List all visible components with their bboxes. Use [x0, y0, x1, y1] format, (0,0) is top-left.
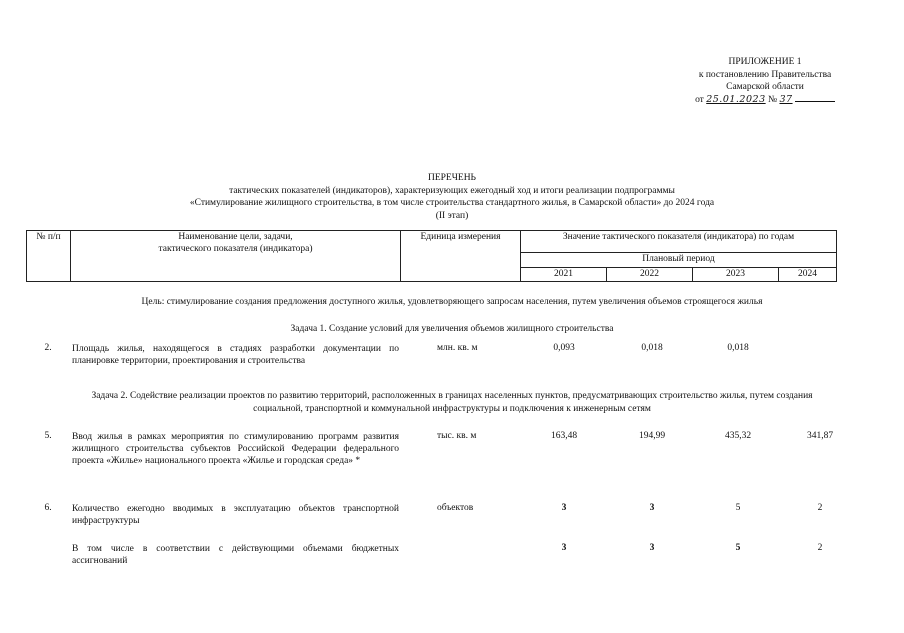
- header-name-line1: Наименование цели, задачи,: [178, 232, 293, 242]
- row-unit: объектов: [437, 503, 474, 513]
- row-value-2022: 3: [649, 543, 655, 553]
- appendix-block: [640, 56, 890, 106]
- header-name: [71, 231, 401, 282]
- header-year: 2022: [607, 267, 693, 282]
- header-plan-period: Плановый период: [521, 253, 837, 268]
- goal-text: Цель: стимулирование создания предложения доступного жилья, удовлетворяющего запросам населения, путем увеличения объемов строящегося жилья: [141, 297, 763, 307]
- row-number: 2.: [44, 343, 52, 353]
- row-value-2024: 341,87: [806, 431, 834, 441]
- row-value-2023: 435,32: [724, 431, 752, 441]
- row-name: Количество ежегодно вводимых в эксплуатацию объектов транспортной инфраструктуры: [72, 504, 399, 526]
- date-prefix: от: [695, 94, 704, 105]
- row-value-2023: 5: [735, 503, 741, 513]
- row-value-2022: 194,99: [638, 431, 666, 441]
- row-unit: тыс. кв. м: [437, 431, 477, 441]
- appendix-date-line: [640, 94, 890, 107]
- indicator-table-header: [26, 230, 837, 282]
- row-number: 6.: [44, 503, 52, 513]
- title-line4: (II этап): [435, 210, 469, 221]
- appendix-title: ПРИЛОЖЕНИЕ 1: [728, 57, 802, 67]
- header-name-line2: тактического показателя (индикатора): [158, 243, 313, 254]
- task2-line1: Задача 2. Содействие реализации проектов по развитию территорий, расположенных в границах населенных пунктов, предусматривающих строительство жилья, путем создания: [91, 391, 813, 401]
- row-value-2024: 2: [817, 503, 823, 513]
- document-title: [0, 172, 904, 222]
- header-unit: Единица измерения: [401, 231, 521, 282]
- row-value-2021: 3: [561, 503, 567, 513]
- header-year: 2024: [779, 267, 837, 282]
- number-prefix: №: [768, 94, 778, 105]
- number-value: 37: [779, 93, 793, 105]
- appendix-line2: к постановлению Правительства: [698, 69, 832, 80]
- header-values-title: Значение тактического показателя (индикатора) по годам: [521, 231, 837, 253]
- appendix-line3: Самарской области: [726, 82, 804, 92]
- row-value-2022: 0,018: [641, 343, 663, 353]
- row-name: В том числе в соответствии с действующими объемами бюджетных ассигнований: [72, 544, 399, 566]
- row-name: Площадь жилья, находящегося в стадиях разработки документации по планировке территории, проектирования и строительства: [72, 344, 399, 366]
- title-line1: ПЕРЕЧЕНЬ: [427, 173, 477, 183]
- header-year: 2023: [693, 267, 779, 282]
- row-value-2024: 2: [817, 543, 823, 553]
- row-number: 5.: [44, 431, 52, 441]
- row-value-2023: 0,018: [727, 343, 749, 353]
- underline-tail: [795, 101, 835, 102]
- row-value-2023: 5: [735, 543, 741, 553]
- row-value-2021: 3: [561, 543, 567, 553]
- row-unit: млн. кв. м: [437, 343, 478, 353]
- task1-text: Задача 1. Создание условий для увеличения объемов жилищного строительства: [290, 324, 614, 334]
- header-year: 2021: [521, 267, 607, 282]
- row-value-2021: 0,093: [553, 343, 575, 353]
- title-line2: тактических показателей (индикаторов), характеризующих ежегодный ход и итоги реализации подпрограммы: [229, 185, 675, 196]
- title-line3: «Стимулирование жилищного строительства, в том числе строительства стандартного жилья, в Самарской области» до 2024 года: [189, 198, 715, 208]
- header-num: № п/п: [27, 231, 71, 282]
- date-value: 25.01.2023: [706, 93, 766, 105]
- task2-line2: социальной, транспортной и коммунальной инфраструктуры и подключения к инженерным сетям: [253, 403, 651, 414]
- row-value-2021: 163,48: [550, 431, 578, 441]
- row-value-2022: 3: [649, 503, 655, 513]
- task2-text: [0, 390, 904, 415]
- row-name: Ввод жилья в рамках мероприятия по стимулированию программ развития жилищного строительства субъектов Российской Федерации федерального проекта «Жилье» национального проекта «Жилье и городская среда» *: [72, 432, 399, 466]
